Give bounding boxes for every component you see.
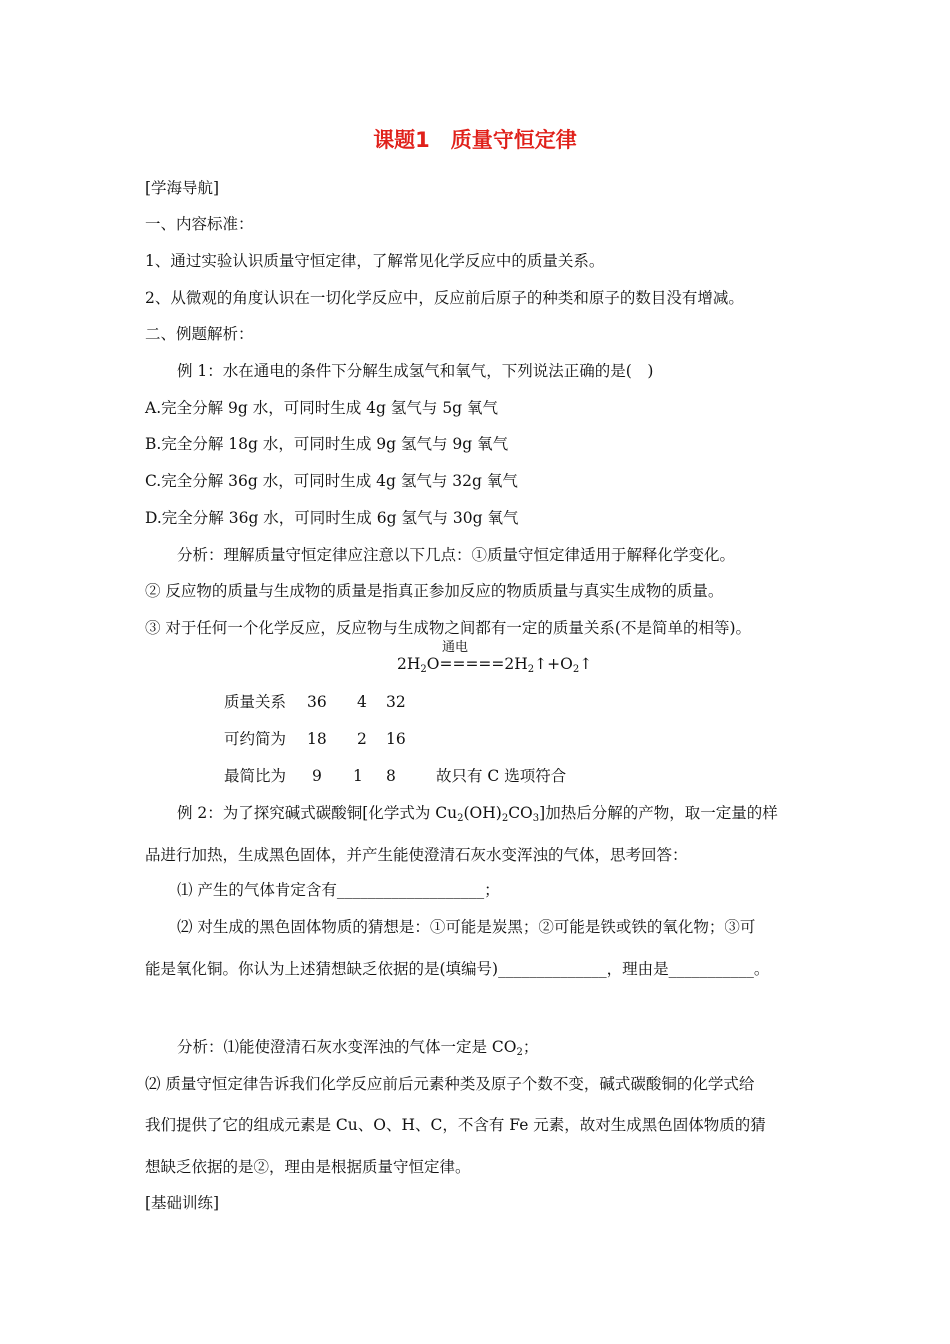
part1-item-1: 1、通过实验认识质量守恒定律，了解常见化学反应中的质量关系。: [145, 252, 605, 270]
section-guide-heading: [学海导航]: [145, 179, 220, 197]
example1-analysis-1: 分析：理解质量守恒定律应注意以下几点：①质量守恒定律适用于解释化学变化。: [177, 546, 736, 564]
example2-question-1: 例 2：为了探究碱式碳酸铜[化学式为 $Cu_2(OH)_2CO_3$]加热后分解的产物，取一定量的样: [177, 804, 778, 824]
example1-option-a: A.完全分解 9g 水，可同时生成 4g 氢气与 5g 氧气: [145, 399, 499, 417]
example1-option-d: D.完全分解 36g 水，可同时生成 6g 氢气与 30g 氧气: [145, 509, 519, 527]
example2-sub-question-2: ⑵ 对生成的黑色固体物质的猜想是：①可能是炭黑；②可能是铁或铁的氧化物；③可: [177, 918, 756, 936]
example2-analysis-1: 分析：⑴能使澄清石灰水变浑浊的气体一定是 $CO_2$；: [177, 1038, 539, 1058]
example2-analysis-4: 想缺乏依据的是②，理由是根据质量守恒定律。: [145, 1158, 471, 1176]
section-basic-heading: [基础训练]: [145, 1194, 220, 1212]
example2-analysis-2: ⑵ 质量守恒定律告诉我们化学反应前后元素种类及原子个数不变，碱式碳酸铜的化学式给: [145, 1075, 755, 1093]
chemical-equation: $2H_2O=====2H_2↑+O_2↑$: [397, 655, 593, 675]
part1-heading: 一、内容标准：: [145, 215, 254, 233]
example1-option-c: C.完全分解 36g 水，可同时生成 4g 氢气与 32g 氧气: [145, 472, 518, 490]
part2-heading: 二、例题解析：: [145, 325, 254, 343]
example2-sub-question-1: ⑴ 产生的气体肯定含有___________________；: [177, 881, 500, 899]
example1-analysis-2: ② 反应物的质量与生成物的质量是指真正参加反应的物质质量与真实生成物的质量。: [145, 582, 724, 600]
page-title: 课题1 质量守恒定律: [373, 128, 577, 152]
example2-question-2: 品进行加热，生成黑色固体，并产生能使澄清石灰水变浑浊的气体，思考回答：: [145, 846, 688, 864]
part1-item-2: 2、从微观的角度认识在一切化学反应中，反应前后原子的种类和原子的数目没有增减。: [145, 289, 744, 307]
example2-analysis-3: 我们提供了它的组成元素是 Cu、O、H、C，不含有 Fe 元素，故对生成黑色固体物质的猜: [145, 1116, 766, 1134]
example1-analysis-3: ③ 对于任何一个化学反应，反应物与生成物之间都有一定的质量关系(不是简单的相等)。: [145, 619, 752, 637]
example1-question: 例 1：水在通电的条件下分解生成氢气和氧气，下列说法正确的是( ): [177, 362, 654, 380]
example2-sub-question-2-cont: 能是氧化铜。你认为上述猜想缺乏依据的是(填编号)______________，理由是___________。: [145, 960, 770, 978]
example1-option-b: B.完全分解 18g 水，可同时生成 9g 氢气与 9g 氧气: [145, 435, 509, 453]
reaction-condition: 通电: [442, 640, 469, 655]
